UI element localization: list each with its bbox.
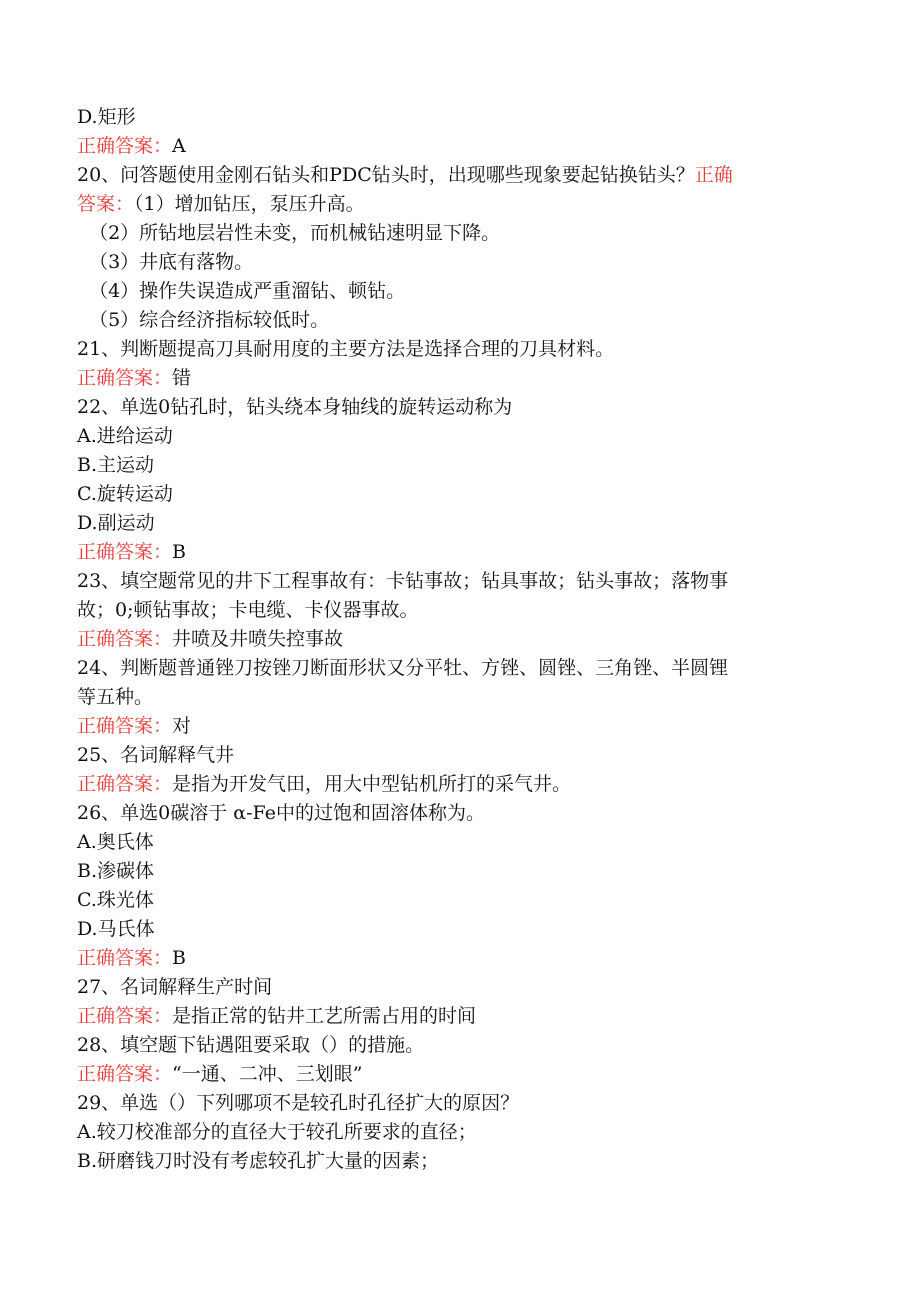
answer-line <box>77 772 571 796</box>
text: D.矩形 <box>77 106 136 128</box>
option-line <box>77 511 155 535</box>
text: A.奥氏体 <box>77 831 154 853</box>
answer-value: 是指正常的钻井工艺所需占用的时间 <box>172 1005 477 1027</box>
question-line <box>77 685 153 709</box>
question-text: 等五种。 <box>77 686 154 708</box>
question-line <box>77 1033 424 1057</box>
text: （2）所钻地层岩性未变，而机械钻速明显下降。 <box>77 222 501 244</box>
text: D.副运动 <box>77 512 155 534</box>
option-line <box>77 105 136 129</box>
answer-line <box>77 366 191 390</box>
text: A.进给运动 <box>77 425 173 447</box>
question-line <box>77 569 728 593</box>
answer-label: 正确答案： <box>77 1063 173 1085</box>
text: （3）井底有落物。 <box>77 251 254 273</box>
answer-label: 正确答案： <box>77 135 173 157</box>
answer-line <box>77 1062 362 1086</box>
answer-label: 正确答案： <box>77 715 173 737</box>
text: B.研磨钱刀时没有考虑较孔扩大量的因素； <box>77 1150 440 1172</box>
option-line <box>77 1149 439 1173</box>
question-line <box>77 598 419 622</box>
question-text: 21、判断题提高刀具耐用度的主要方法是选择合理的刀具材料。 <box>77 338 615 360</box>
question-text: 22、单选0钻孔时，钻头绕本身轴线的旋转运动称为 <box>77 396 513 418</box>
option-line <box>77 888 154 912</box>
question-line <box>77 743 234 767</box>
answer-item <box>77 279 405 303</box>
text: （4）操作失误造成严重溜钻、顿钻。 <box>77 280 406 302</box>
answer-label: 正确答案： <box>77 367 173 389</box>
answer-value: 对 <box>172 715 192 737</box>
answer-line <box>77 714 191 738</box>
answer-label: 正确 <box>694 164 733 186</box>
answer-item <box>77 308 329 332</box>
answer-line <box>77 946 186 970</box>
option-line <box>77 453 154 477</box>
question-text: 25、名词解释气井 <box>77 744 235 766</box>
option-line <box>77 859 154 883</box>
option-line <box>77 1120 477 1144</box>
answer-line <box>77 134 186 158</box>
text: C.珠光体 <box>77 889 154 911</box>
question-text: 24、判断题普通锉刀按锉刀断面形状又分平牡、方锉、圆锉、三角锉、半圆锂 <box>77 657 729 679</box>
answer-label: 正确答案： <box>77 628 173 650</box>
question-line <box>77 395 512 419</box>
option-line <box>77 424 173 448</box>
question-text: 故；0;顿钻事故；卡电缆、卡仪器事故。 <box>77 599 419 621</box>
text: （5）综合经济指标较低时。 <box>77 309 330 331</box>
answer-value: 是指为开发气田，用大中型钻机所打的采气井。 <box>172 773 572 795</box>
answer-label: 正确答案： <box>77 541 173 563</box>
question-line <box>77 656 728 680</box>
question-text: 27、名词解释生产时间 <box>77 976 273 998</box>
question-line <box>77 163 733 187</box>
text: B.主运动 <box>77 454 155 476</box>
text: B.渗碳体 <box>77 860 155 882</box>
text: A.较刀校准部分的直径大于较孔所要求的直径； <box>77 1121 477 1143</box>
answer-line <box>77 1004 476 1028</box>
answer-line <box>77 192 365 216</box>
question-line <box>77 975 272 999</box>
question-text: 20、问答题使用金刚石钻头和PDC钻头时，出现哪些现象要起钻换钻头？ <box>77 164 695 186</box>
text: D.马氏体 <box>77 918 155 940</box>
text: C.旋转运动 <box>77 483 173 505</box>
option-line <box>77 917 155 941</box>
answer-value: 错 <box>172 367 192 389</box>
question-line <box>77 801 485 825</box>
question-line <box>77 1091 519 1115</box>
option-line <box>77 482 173 506</box>
answer-value: A <box>172 135 186 157</box>
question-text: 23、填空题常见的井下工程事故有：卡钻事故；钻具事故；钻头事故；落物事 <box>77 570 729 592</box>
answer-label: 正确答案： <box>77 1005 173 1027</box>
answer-value: B <box>172 947 186 969</box>
option-line <box>77 830 154 854</box>
answer-line <box>77 627 343 651</box>
answer-item <box>77 250 253 274</box>
answer-label: 正确答案： <box>77 947 173 969</box>
answer-label: 正确答案： <box>77 773 173 795</box>
question-text: 26、单选0碳溶于 α-Fe中的过饱和固溶体称为。 <box>77 802 485 824</box>
question-text: 29、单选（）下列哪项不是较孔时孔径扩大的原因？ <box>77 1092 520 1114</box>
question-text: 28、填空题下钻遇阻要采取（）的措施。 <box>77 1034 425 1056</box>
answer-label: 答案： <box>77 193 135 215</box>
answer-value: “一通、二冲、三划眼” <box>172 1063 363 1085</box>
question-line <box>77 337 614 361</box>
answer-value: B <box>172 541 186 563</box>
answer-line <box>77 540 186 564</box>
answer-value: （1）增加钻压，泵压升高。 <box>134 193 365 215</box>
answer-item <box>77 221 500 245</box>
answer-value: 井喷及井喷失控事故 <box>172 628 344 650</box>
